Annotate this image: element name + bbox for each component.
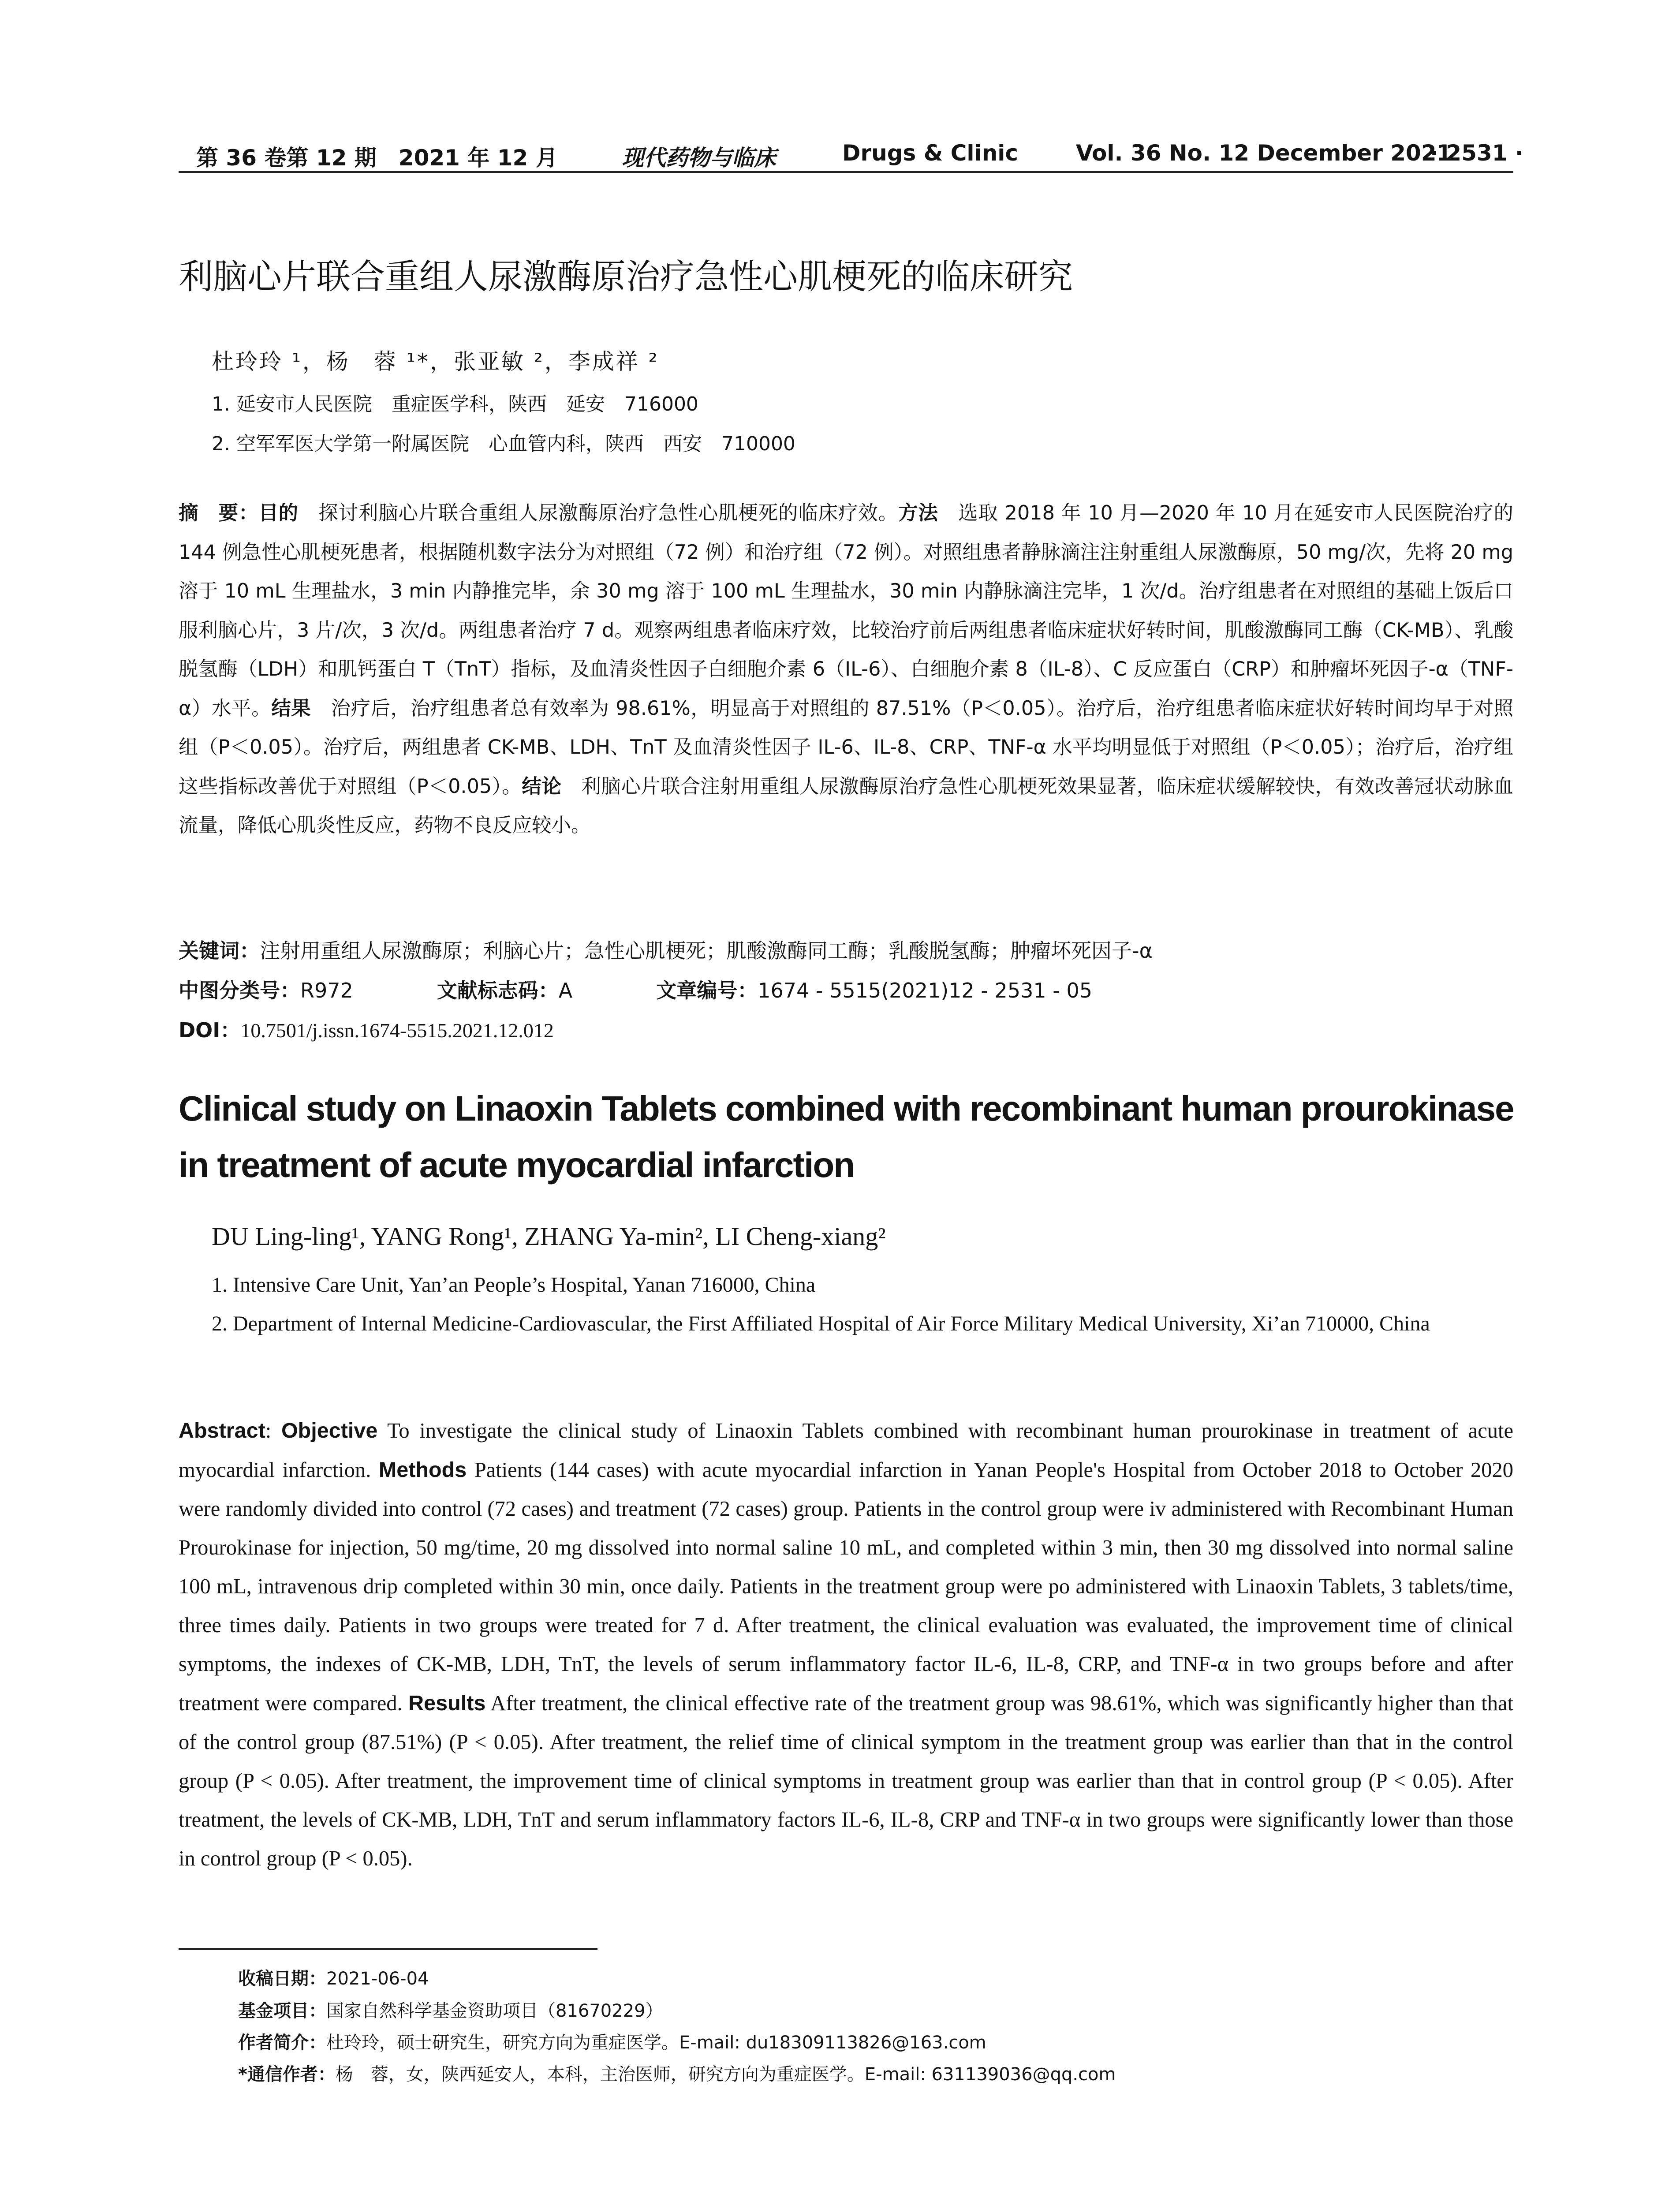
doi-line — [179, 1014, 554, 1043]
footnote-label: 收稿日期： — [238, 1969, 326, 1989]
doc-code-value: A — [558, 979, 573, 1002]
footnote-text: 2021-06-04 — [326, 1969, 429, 1989]
affiliation-cn-2: 2. 空军军医大学第一附属医院 心血管内科，陕西 西安 710000 — [212, 433, 795, 455]
objective-label-en: Objective — [281, 1419, 378, 1443]
doc-code-label: 文献标志码： — [437, 979, 559, 1002]
footnote-text: 国家自然科学基金资助项目（81670229） — [326, 2001, 663, 2021]
footnote-label: 基金项目： — [238, 2001, 326, 2021]
clc-label: 中图分类号： — [179, 979, 300, 1002]
footnote-text: 杜玲玲，硕士研究生，研究方向为重症医学。E-mail: du18309113826@163.com — [326, 2033, 986, 2053]
conclusion-label-cn: 结论 — [522, 775, 562, 798]
footnote-corresponding — [238, 2060, 1116, 2085]
footnote-received — [238, 1965, 429, 1990]
objective-text-en: To investigate the clinical study of Linaoxin Tablets combined with recombinant human prourokinase in treatment of acute myocardial infarction. — [179, 1419, 1513, 1482]
footnote-divider — [179, 1948, 597, 1950]
conclusion-text-cn: 利脑心片联合注射用重组人尿激酶原治疗急性心肌梗死效果显著，临床症状缓解较快，有效改善冠状动脉血流量，降低心肌炎性反应，药物不良反应较小。 — [179, 775, 1513, 837]
results-text-en: After treatment, the clinical effective rate of the treatment group was 98.61%, which was significantly higher than that of the control group (87.51%) (P < 0.05). After treatment, the relief time of clinical symptom in the treatment group was earlier than that in the control group (P < 0.05). After treatment, the improvement time of clinical symptoms in treatment group was earlier than that in control group (P < 0.05). After treatment, the levels of CK-MB, LDH, TnT and serum inflammatory factors IL-6, IL-8, CRP and TNF-α in two groups were significantly lower than those in control group (P < 0.05). — [179, 1692, 1513, 1870]
results-label-cn: 结果 — [271, 697, 311, 720]
keywords-cn — [179, 935, 1153, 964]
results-text-cn: 治疗后，治疗组患者总有效率为 98.61%，明显高于对照组的 87.51%（P＜0.05）。治疗后，治疗组患者临床症状好转时间均早于对照组（P＜0.05）。治疗后，两组患者 CK-MB、LDH、TnT 及血清炎性因子 IL-6、IL-8、CRP、TNF-α 水平均明显低于对照组（P＜0.05）；治疗后，治疗组这些指标改善优于对照组（P＜0.05）。 — [179, 697, 1513, 798]
results-label-en: Results — [408, 1691, 486, 1715]
footnote-funding — [238, 1997, 663, 2022]
title-cn: 利脑心片联合重组人尿激酶原治疗急性心肌梗死的临床研究 — [179, 257, 1073, 297]
abstract-cn — [179, 494, 1513, 845]
footnote-label: 作者简介： — [238, 2033, 326, 2053]
running-header — [179, 140, 1523, 173]
methods-label-en: Methods — [378, 1458, 467, 1482]
objective-text-cn: 探讨利脑心片联合重组人尿激酶原治疗急性心肌梗死的临床疗效。 — [299, 502, 899, 524]
authors-cn: 杜玲玲 ¹，杨 蓉 ¹*，张亚敏 ²，李成祥 ² — [212, 349, 659, 374]
authors-en: DU Ling-ling¹, YANG Rong¹, ZHANG Ya-min², LI Cheng-xiang² — [212, 1222, 886, 1251]
footnote-author-bio — [238, 2029, 986, 2054]
abstract-en-label: Abstract — [179, 1419, 265, 1443]
methods-label-cn: 方法 — [898, 502, 938, 524]
journal-name-cn: 现代药物与临床 — [622, 145, 776, 171]
footnote-label: *通信作者： — [238, 2064, 336, 2085]
classification-line — [179, 975, 1092, 1004]
journal-name-en: Drugs & Clinic — [842, 140, 1019, 166]
keywords-text: 注射用重组人尿激酶原；利脑心片；急性心肌梗死；肌酸激酶同工酶；乳酸脱氢酶；肿瘤坏死因子-α — [260, 939, 1153, 963]
abstract-en: Abstract: Objective To investigate the clinical study of Linaoxin Tablets combined with recombinant human prourokinase in treatment of acute myocardial infarction. Methods Patients (144 cases) with acute myocardial infarction in Yanan People's Hospital from October 2018 to October 2020 were randomly divided into control (72 cases) and treatment (72 cases) group. Patients in the control group were iv administered with Recombinant Human Prourokinase for injection, 50 mg/time, 20 mg dissolved into normal saline 10 mL, and completed within 3 min, then 30 mg dissolved into normal saline 100 mL, intravenous drip completed within 30 min, once daily. Patients in the treatment group were po administered with Linaoxin Tablets, 3 tablets/time, three times daily. Patients in two groups were treated for 7 d. After treatment, the clinical evaluation was evaluated, the improvement time of clinical symptoms, the indexes of CK-MB, LDH, TnT, the levels of serum inflammatory factor IL-6, IL-8, CRP, and TNF-α in two groups before and after treatment were compared. Results After treatment, the clinical effective rate of the treatment group was 98.61%, which was significantly higher than that of the control group (87.51%) (P < 0.05). After treatment, the relief time of clinical symptom in the treatment group was earlier than that in the control group (P < 0.05). After treatment, the improvement time of clinical symptoms in treatment group was earlier than that in control group (P < 0.05). After treatment, the levels of CK-MB, LDH, TnT and serum inflammatory factors IL-6, IL-8, CRP and TNF-α in two groups were significantly lower than those in control group (P < 0.05). — [179, 1419, 1513, 1870]
affiliation-cn-1: 1. 延安市人民医院 重症医学科，陕西 延安 716000 — [212, 393, 698, 415]
footnote-text: 杨 蓉，女，陕西延安人，本科，主治医师，研究方向为重症医学。E-mail: 631139036@qq.com — [335, 2064, 1116, 2085]
affiliation-en-2: 2. Department of Internal Medicine-Cardiovascular, the First Affiliated Hospital of Air Force Military Medical University, Xi’an 710000, China — [212, 1312, 1430, 1335]
clc-value: R972 — [300, 979, 353, 1002]
title-en: Clinical study on Linaoxin Tablets combined with recombinant human prourokinase in treatment of acute myocardial infarction — [179, 1089, 1514, 1185]
page-number: · 2531 · — [1430, 140, 1523, 166]
issue-cn: 第 36 卷第 12 期 2021 年 12 月 — [196, 145, 558, 171]
keywords-label: 关键词： — [179, 939, 260, 963]
article-number-label: 文章编号： — [656, 979, 758, 1002]
issue-en: Vol. 36 No. 12 December 2021 — [1076, 140, 1452, 166]
affiliation-en-1: 1. Intensive Care Unit, Yan’an People’s Hospital, Yanan 716000, China — [212, 1273, 816, 1297]
methods-text-cn: 选取 2018 年 10 月—2020 年 10 月在延安市人民医院治疗的 144 例急性心肌梗死患者，根据随机数字法分为对照组（72 例）和治疗组（72 例）。对照组患者静脉滴注注射重组人尿激酶原，50 mg/次，先将 20 mg 溶于 10 mL 生理盐水，3 min 内静推完毕，余 30 mg 溶于 100 mL 生理盐水，30 min 内静脉滴注完毕，1 次/d。治疗组患者在对照组的基础上饭后口服利脑心片，3 片/次，3 次/d。两组患者治疗 7 d。观察两组患者临床疗效，比较治疗前后两组患者临床症状好转时间，肌酸激酶同工酶（CK-MB）、乳酸脱氢酶（LDH）和肌钙蛋白 T（TnT）指标，及血清炎性因子白细胞介素 6（IL-6）、白细胞介素 8（IL-8）、C 反应蛋白（CRP）和肿瘤坏死因子-α（TNF-α）水平。 — [179, 502, 1513, 720]
doi-value[interactable]: 10.7501/j.issn.1674-5515.2021.12.012 — [240, 1019, 554, 1042]
abstract-cn-label: 摘 要： — [179, 502, 259, 524]
methods-text-en: Patients (144 cases) with acute myocardial infarction in Yanan People's Hospital from October 2018 to October 2020 were randomly divided into control (72 cases) and treatment (72 cases) group. Patients in the control group were iv administered with Recombinant Human Prourokinase for injection, 50 mg/time, 20 mg dissolved into normal saline 10 mL, and completed within 3 min, then 30 mg dissolved into normal saline 100 mL, intravenous drip completed within 30 min, once daily. Patients in the treatment group were po administered with Linaoxin Tablets, 3 tablets/time, three times daily. Patients in two groups were treated for 7 d. After treatment, the clinical evaluation was evaluated, the improvement time of clinical symptoms, the indexes of CK-MB, LDH, TnT, the levels of serum inflammatory factor IL-6, IL-8, CRP, and TNF-α in two groups before and after treatment were compared. — [179, 1458, 1513, 1715]
objective-label-cn: 目的 — [258, 502, 299, 524]
doi-label: DOI： — [179, 1018, 241, 1042]
article-number-value: 1674 - 5515(2021)12 - 2531 - 05 — [758, 979, 1092, 1002]
